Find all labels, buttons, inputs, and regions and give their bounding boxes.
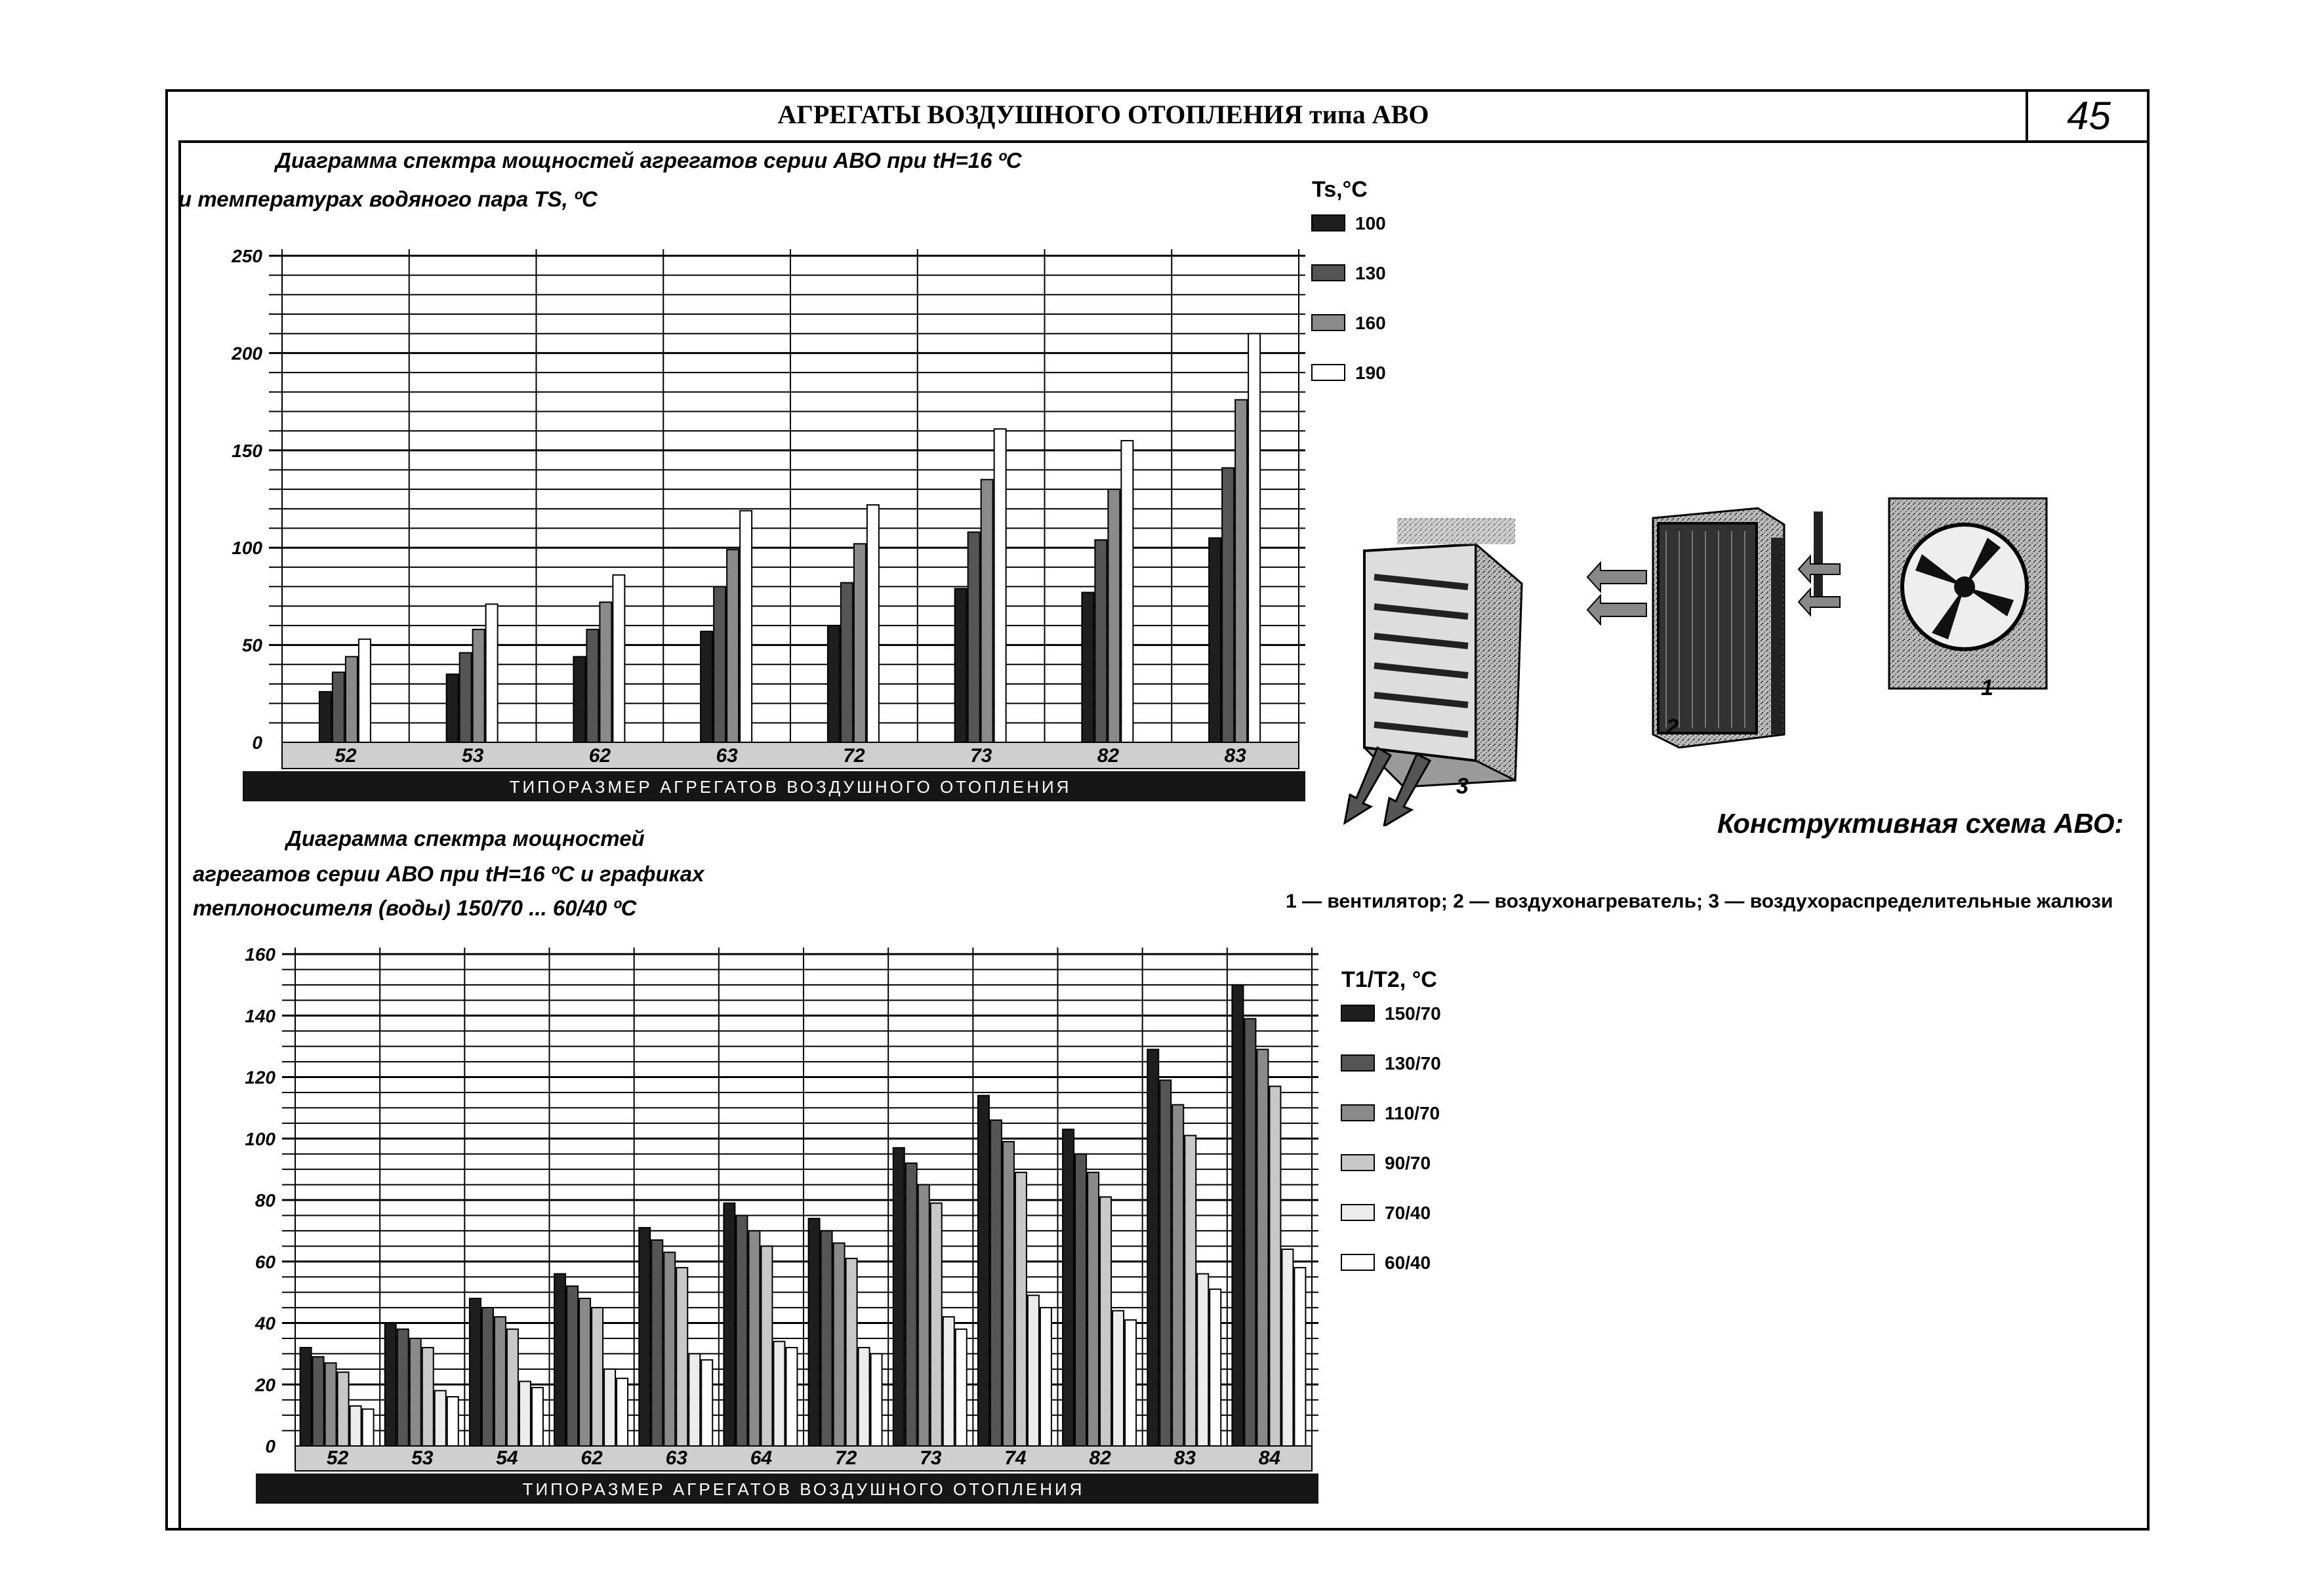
bottom-chart-bar [1269, 1087, 1280, 1446]
page-number: 45 [2067, 94, 2111, 138]
bottom-chart-bar [834, 1243, 845, 1446]
top-chart-caption-line2: и температурах водяного пара TS, ºС [178, 187, 598, 211]
bottom-chart-bar [435, 1391, 446, 1446]
bottom-chart-legend-swatch [1341, 1205, 1374, 1220]
bottom-chart-bar [1088, 1172, 1099, 1446]
bottom-chart-bar [338, 1373, 349, 1447]
bottom-chart-ytick-label: 0 [265, 1436, 275, 1456]
bottom-chart-bar [350, 1406, 361, 1446]
top-chart-ytick-label: 100 [232, 538, 262, 559]
bottom-chart-bar [532, 1388, 543, 1446]
bottom-chart-bar [410, 1338, 421, 1446]
bottom-chart-bar [1015, 1172, 1027, 1446]
bottom-chart-legend-label: 110/70 [1385, 1103, 1440, 1123]
bottom-chart-bar [689, 1353, 700, 1446]
bottom-chart-category-label: 52 [326, 1447, 349, 1469]
bottom-chart-bar [724, 1203, 735, 1446]
bottom-chart-ytick-label: 40 [255, 1313, 275, 1334]
bottom-chart-xlabel: ТИПОРАЗМЕР АГРЕГАТОВ ВОЗДУШНОГО ОТОПЛЕНИЯ [522, 1479, 1085, 1499]
bottom-chart-bar [1003, 1142, 1014, 1446]
bottom-chart-bar [1282, 1249, 1293, 1446]
bottom-chart-bar [761, 1246, 772, 1446]
bottom-chart-caption-line1: Диаграмма спектра мощностей [286, 826, 645, 851]
bottom-chart-category-label: 53 [411, 1447, 434, 1469]
bottom-chart-ytick-label: 100 [245, 1129, 275, 1150]
bottom-chart-bar [651, 1240, 663, 1446]
bottom-chart-category-band [295, 1446, 1312, 1471]
page-title: АГРЕГАТЫ ВОЗДУШНОГО ОТОПЛЕНИЯ типа АВО [777, 100, 1429, 129]
bottom-chart-bar [482, 1308, 493, 1446]
bottom-chart-ytick-label: 60 [255, 1251, 275, 1272]
bottom-chart-legend-swatch [1341, 1254, 1374, 1270]
bottom-chart-legend-swatch [1341, 1005, 1374, 1021]
bottom-chart-bar [1172, 1105, 1183, 1446]
bottom-chart-legend-swatch [1341, 1155, 1374, 1171]
bottom-chart-category-label: 83 [1173, 1447, 1196, 1469]
heater-unit [1653, 508, 1823, 748]
bottom-chart-category-label: 64 [750, 1447, 773, 1469]
bottom-chart-bar [1197, 1274, 1208, 1447]
bottom-chart-legend-label: 90/70 [1385, 1153, 1431, 1173]
bottom-chart-legend-label: 70/40 [1385, 1203, 1431, 1223]
top-chart-legend-label: 130 [1355, 263, 1386, 283]
bottom-chart-bar [579, 1298, 590, 1446]
label-3: 3 [1456, 774, 1469, 799]
bottom-chart-bar [1040, 1308, 1051, 1446]
bottom-chart-ytick-label: 120 [245, 1067, 275, 1088]
top-chart-ytick-label: 0 [252, 732, 262, 753]
bottom-chart-bar [363, 1409, 374, 1446]
louver-unit [1364, 518, 1522, 787]
bottom-chart-bar [447, 1397, 459, 1446]
bottom-chart-bar [554, 1274, 565, 1447]
bottom-chart-legend-label: 60/40 [1385, 1252, 1431, 1273]
bottom-chart-bar [906, 1163, 917, 1446]
bottom-chart-bar [748, 1231, 760, 1446]
bottom-chart-category-label: 72 [834, 1447, 857, 1469]
bottom-chart-bar [1257, 1049, 1268, 1446]
top-chart-category-label: 52 [335, 745, 357, 767]
bottom-chart-category-label: 54 [496, 1447, 518, 1469]
bottom-chart-bar [1075, 1154, 1086, 1446]
bottom-chart-bar [931, 1203, 942, 1446]
bottom-chart-bar [520, 1382, 531, 1446]
bottom-chart-ytick-label: 140 [245, 1005, 275, 1026]
avo-construction-diagram [1325, 472, 2132, 826]
bottom-chart-bar [1147, 1049, 1158, 1446]
bottom-chart-bar [809, 1218, 820, 1446]
top-chart-ytick-label: 50 [241, 635, 262, 656]
top-chart-legend-label: 190 [1355, 363, 1386, 383]
top-chart-category-label: 83 [1224, 745, 1246, 767]
bottom-chart-bar [918, 1185, 929, 1446]
bottom-chart-legend-swatch [1341, 1105, 1374, 1121]
top-chart-xlabel: ТИПОРАЗМЕР АГРЕГАТОВ ВОЗДУШНОГО ОТОПЛЕНИЯ [509, 777, 1072, 797]
bottom-chart-category-label: 84 [1258, 1447, 1281, 1469]
bottom-chart-bar [495, 1317, 506, 1446]
bottom-chart-bar [1185, 1136, 1196, 1446]
bottom-chart-bar [871, 1353, 882, 1446]
bottom-chart-bar [1232, 985, 1243, 1446]
bottom-chart-bar [507, 1329, 518, 1446]
bottom-chart-bar [664, 1252, 675, 1446]
fan-unit [1889, 498, 2047, 689]
bottom-chart-bar [956, 1329, 967, 1446]
bottom-chart-ytick-label: 80 [255, 1190, 275, 1211]
bottom-chart-bar [990, 1120, 1002, 1446]
top-chart-category-label: 62 [588, 745, 611, 767]
bottom-chart-category-label: 63 [665, 1447, 687, 1469]
top-chart-category-label: 63 [716, 745, 738, 767]
diagram-caption: 1 — вентилятор; 2 — воздухонагреватель; 3 — воздухораспределительные жалюзи [1286, 891, 2113, 912]
bottom-chart-bar [639, 1228, 650, 1446]
top-chart-ytick-label: 250 [232, 246, 262, 266]
bottom-chart-bar [1210, 1289, 1221, 1446]
top-chart-category-label: 72 [843, 745, 865, 767]
bottom-chart-bar [893, 1148, 905, 1446]
bottom-chart-category-label: 74 [1004, 1447, 1027, 1469]
bottom-chart-bar [422, 1348, 434, 1446]
bottom-chart-bar [1160, 1080, 1171, 1446]
bottom-chart-bar [1244, 1018, 1255, 1446]
bottom-chart-caption-line3: теплоносителя (воды) 150/70 ... 60/40 ºС [193, 896, 637, 920]
bottom-chart-bar [470, 1298, 481, 1446]
bottom-chart-bar [617, 1378, 628, 1446]
bottom-chart-bar [1100, 1197, 1111, 1446]
top-chart-caption-line1: Диаграмма спектра мощностей агрегатов серии АВО при tН=16 ºС [275, 148, 1022, 172]
bottom-chart-legend-title: T1/T2, °C [1341, 967, 1437, 992]
bottom-chart-bar [313, 1357, 324, 1446]
bottom-chart-bar [592, 1308, 603, 1446]
top-chart-legend-label: 100 [1355, 213, 1386, 233]
bottom-chart-bar [398, 1329, 409, 1446]
top-chart-ytick-label: 200 [232, 343, 262, 364]
bottom-chart-bar [300, 1348, 312, 1446]
bottom-chart-bar [846, 1258, 857, 1446]
bottom-chart-bar [1294, 1268, 1305, 1446]
bottom-chart-bar [821, 1231, 832, 1446]
label-1: 1 [1981, 675, 1993, 700]
bottom-chart-bar [1125, 1320, 1136, 1446]
top-chart-category-label: 73 [969, 745, 992, 767]
diagram-title: Конструктивная схема АВО: [1717, 808, 2124, 839]
top-chart-ytick-label: 150 [232, 440, 262, 461]
top-chart-category-label: 82 [1097, 745, 1120, 767]
bottom-chart-ytick-label: 20 [255, 1374, 275, 1395]
bottom-chart-bar [1112, 1311, 1124, 1446]
top-chart-legend-label: 160 [1355, 313, 1386, 333]
bottom-chart-category-label: 82 [1089, 1447, 1111, 1469]
top-chart-legend-title: Ts,°C [1312, 177, 1368, 202]
bottom-chart-bar [978, 1096, 989, 1446]
bottom-chart-bar [325, 1363, 336, 1446]
top-chart-category-label: 53 [461, 745, 484, 767]
bottom-chart-bar [567, 1286, 578, 1446]
bottom-chart-category-label: 62 [581, 1447, 603, 1469]
bottom-chart-bar [773, 1342, 785, 1446]
bottom-chart-bar [943, 1317, 954, 1446]
bottom-chart-bar [1063, 1129, 1074, 1446]
bottom-chart-legend-label: 130/70 [1385, 1053, 1441, 1073]
bottom-chart-bar [859, 1348, 870, 1446]
bottom-chart-ytick-label: 160 [245, 944, 275, 965]
bottom-chart-bar [604, 1369, 615, 1446]
bottom-chart-bar [786, 1348, 797, 1446]
bottom-chart-category-label: 73 [920, 1447, 942, 1469]
bottom-chart-bar [1028, 1295, 1039, 1446]
bottom-chart-bar [736, 1215, 747, 1446]
bottom-chart-bar [385, 1323, 396, 1447]
bottom-chart-bar [701, 1360, 712, 1446]
bottom-chart-caption-line2: агрегатов серии АВО при tН=16 ºС и графиках [193, 862, 704, 886]
bottom-chart-legend-swatch [1341, 1055, 1374, 1071]
bottom-chart-legend-label: 150/70 [1385, 1003, 1441, 1024]
label-2: 2 [1666, 715, 1679, 740]
bottom-chart-bar [676, 1268, 687, 1446]
